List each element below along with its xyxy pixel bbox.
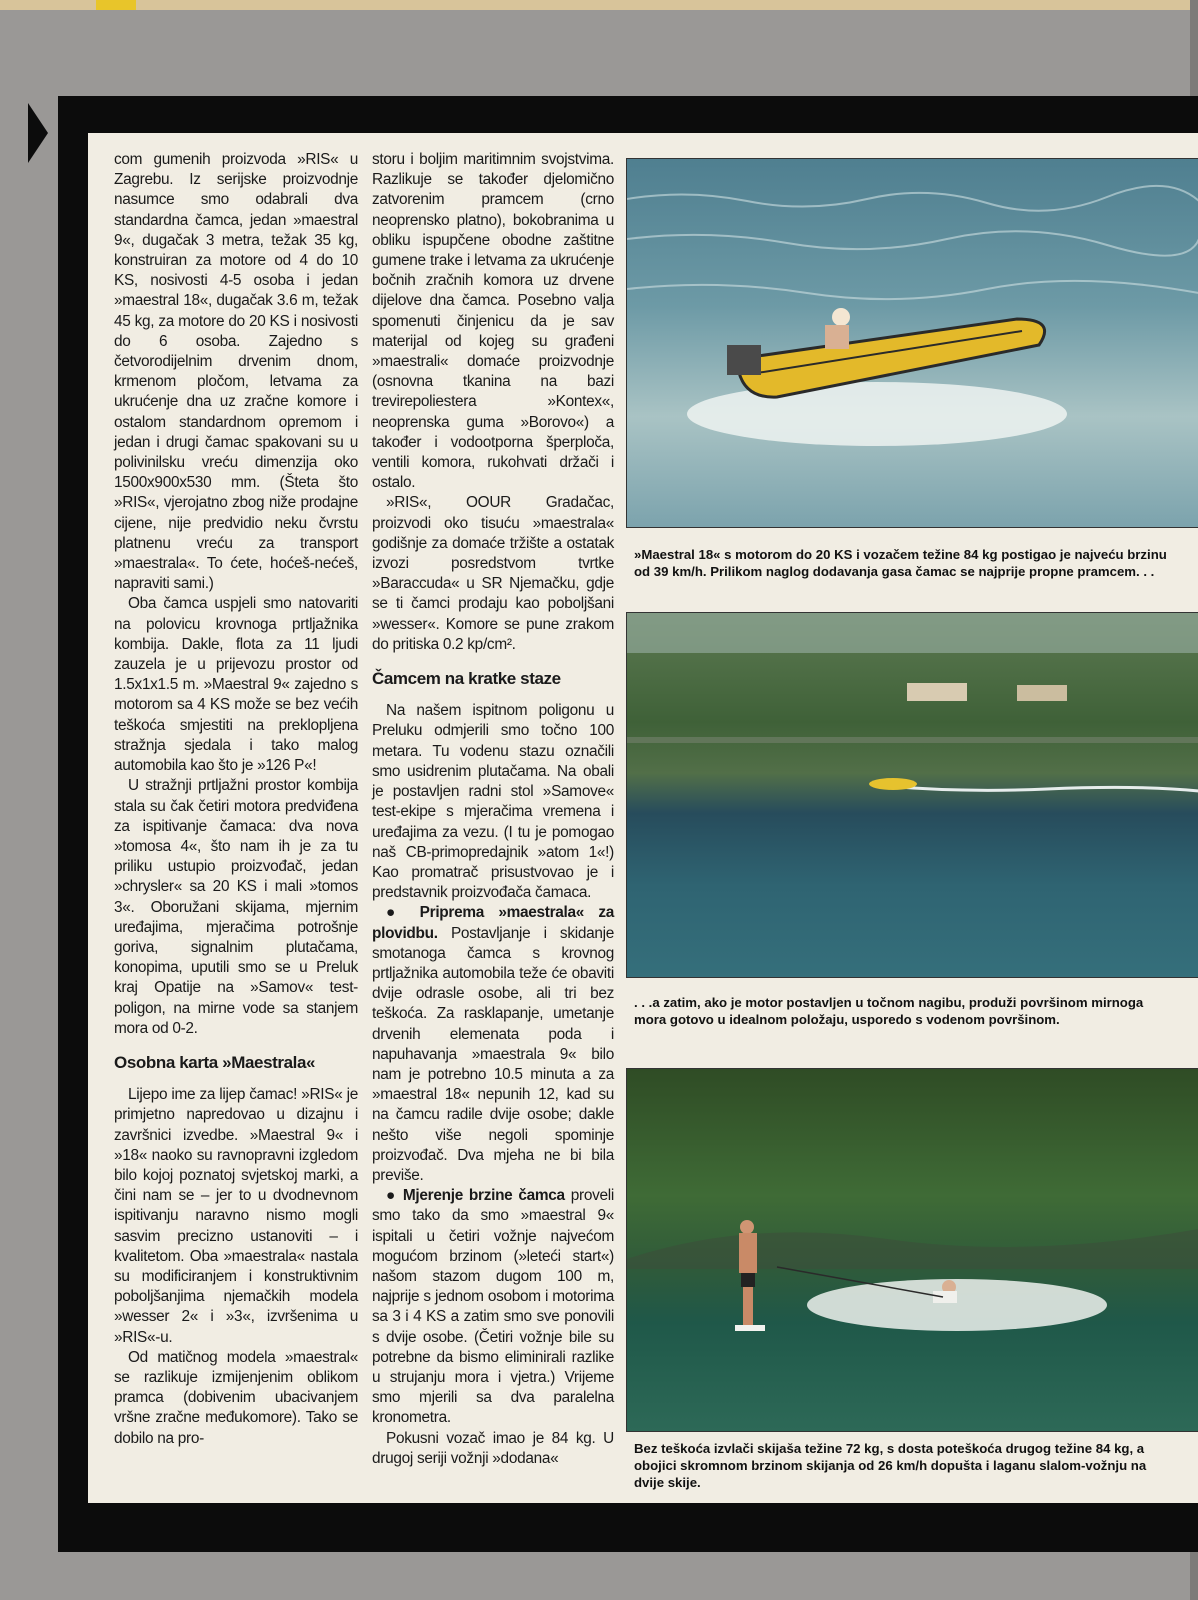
- top-color-mark: [96, 0, 136, 10]
- lake-illustration: [627, 613, 1198, 977]
- paragraph: Oba čamca uspjeli smo natovariti na polovicu krovnoga prtljažnika kombija. Dakle, flota za 11 ljudi zauzela je u prijevozu prostor od 1.5x1x1.5 m. »Maestral 9« zajedno s motorom sa 4 KS može se bez većih teškoća smjestiti na preklopljena stražnja sjedala i tako malog automobila kao što je »126 P«!: [114, 595, 358, 775]
- section-heading: Osobna karta »Maestrala«: [114, 1052, 316, 1072]
- paragraph: [372, 1186, 614, 1428]
- paragraph: com gumenih proizvoda »RIS« u Zagrebu. Iz serijske proizvodnje nasumce smo odabrali dva standardna čamca, jedan »maestral 9«, dugačak 3 metra, težak 35 kg, konstruiran za motore od 4 do 10 KS, nosivosti 4-5 osoba i jedan »maestral 18«, dugačak 3.6 m, težak 45 kg, za motore do 20 KS i nosivosti do 6 osoba. Zajedno s četvorodijelnim drvenim dnom, krmenom pločom, letvama za ukrućenje dna uz zračne komore i ostalom standardnom opremom i jedan i drugi čamac spakovani su u polivinilsku vreću dimenzija oko 1500x900x530 mm. (Šteta što »RIS«, vjerojatno zbog niže prodajne cijene, nije predvidio neku čvrstu platnenu vreću za transport »maestrala«. To ćete, hoćeš-nećeš, napraviti sami.): [114, 151, 358, 593]
- text-column-1: [114, 150, 358, 1449]
- paragraph: Na našem ispitnom poligonu u Preluku odmjerili smo točno 100 metara. Tu vodenu stazu označili smo usidrenim plutačama. Na obali je postavljen radni stol »Samove« test-ekipe s mjeračima vremena i uređajima za vezu. (I tu je pomogao naš CB-primopredajnik »atom 1«!) Kao promatrač prisustvovao je i predstavnik proizvođača čamaca.: [372, 702, 614, 902]
- paragraph-text: proveli smo tako da smo »maestral 9« ispitali u četiri vožnje najvećom mogućom brzinom (»leteći start«) našom stazom dugom 100 m, najprije s jednom osobom i motorima sa 3 i 4 KS a zatim smo sve ponovili s dvije osobe. (Četiri vožnje bile su potrebne da bismo eliminirali razlike u strujanju mora i vjetra.) Vrijeme smo mjerili sa dva paralelna kronometra.: [372, 1187, 614, 1427]
- paragraph: Lijepo ime za lijep čamac! »RIS« je primjetno napredovao u dizajnu i završnici izvedbe. »Maestral 9« i »18« naoko su ravnopravni izgledom bilo kojoj poznatoj svjetskoj marki, a čini nam se – jer to u dvodnevnom ispitivanju naravno nismo mogli sasvim precizno ustanoviti – i kvalitetom. Oba »maestrala« nastala su modificiranjem i konstruktivnim poboljšanjima njemačkih modela »wesser 2« i »3«, izvršenima u »RIS«-u.: [114, 1086, 358, 1346]
- photo-caption: »Maestral 18« s motorom do 20 KS i vozačem težine 84 kg postigao je najveću brzinu od 39 km/h. Prilikom naglog dodavanja gasa čamac se najprije propne pramcem. . .: [634, 547, 1167, 579]
- paragraph: [372, 903, 614, 1186]
- paragraph: U stražnji prtljažni prostor kombija stala su čak četiri motora predviđena za ispitivanje čamaca: dva nova »tomosa 4«, što nam ih je za tu priliku ustupio proizvođač, jedan »chrysler« sa 20 KS i mali »tomos 3«. Oboružani skijama, mjernim uređajima, mjeračima potrošnje goriva, signalnim plutačama, konopima, uputili smo se u Preluk kraj Opatije na »Samov« test-poligon, na mirne vode sa stanjem mora od 0-2.: [114, 777, 358, 1037]
- skier-illustration: [627, 1069, 1198, 1431]
- photo-water-skier: [626, 1068, 1198, 1432]
- bullet-heading: ● Priprema »maestrala« za plovidbu.: [372, 904, 614, 942]
- section-heading: Čamcem na kratke staze: [372, 669, 561, 689]
- photo-caption: Bez teškoća izvlači skijaša težine 72 kg, s dosta poteškoća drugog težine 84 kg, a obojici skromnom brzinom skijanja od 26 km/h dopušta i laganu slalom-vožnju na dvije skije.: [634, 1441, 1147, 1490]
- arrow-marker-icon: [28, 103, 48, 163]
- paragraph: Pokusni vozač imao je 84 kg. U drugoj seriji vožnji »dodana«: [372, 1429, 614, 1467]
- paragraph-text: Postavljanje i skidanje smotanoga čamca s krovnog prtljažnika automobila teže će obaviti dvije odrasle osobe, ali tri bez teškoća. Za rasklapanje, umetanje drvenih elemenata poda i napuhavanja »maestrala 9« bilo nam je potrebno 10.5 minuta a za »maestral 18« nepunih 12, kad su na čamcu radile dvije osobe; dakle nešto više negoli spominje proizvođač. Dva mjeha ne bi bila previše.: [372, 924, 614, 1184]
- boat-illustration: [627, 159, 1198, 527]
- photo-caption: . . .a zatim, ako je motor postavljen u točnom nagibu, produži površinom mirnoga mora gotovo u idealnom položaju, usporedo s vodenom površinom.: [634, 995, 1144, 1027]
- text-column-2: [372, 150, 614, 1469]
- bullet-heading: ● Mjerenje brzine čamca: [386, 1187, 565, 1205]
- photo-boat-planing: [626, 158, 1198, 528]
- paragraph: storu i boljim maritimnim svojstvima. Razlikuje se također djelomično zatvorenim pramcem (crno neoprensko platno), bokobranima u obliku ispupčene obodne zaštitne gumene trake i letvama za ukrućenje bočnih zračnih komora uz drvene dijelove dna čamca. Posebno valja spomenuti činjenicu da je sav materijal od kojeg su građeni »maestrali« domaće proizvodnje (osnovna tkanina na bazi trevirepoliestera »Kontex«, neoprenska guma »Borovo«) a također i vodootporna šperploča, ventili komora, rukohvati držači i ostalo.: [372, 151, 614, 492]
- top-strip: [0, 0, 1198, 10]
- photo-boat-on-lake: [626, 612, 1198, 978]
- paragraph: »RIS«, OOUR Gradačac, proizvodi oko tisuću »maestrala« godišnje za domaće tržište a ostatak izvozi posredstvom tvrtke »Baraccuda« u SR Njemačku, gdje se ti čamci prodaju kao poboljšani »wesser«. Komore se pune zrakom do pritiska 0.2 kp/cm².: [372, 494, 614, 653]
- paragraph: Od matičnog modela »maestral« se razlikuje izmijenjenim oblikom pramca (dobivenim ubacivanjem vršne zračne međukomore). Tako se dobilo na pro-: [114, 1348, 358, 1447]
